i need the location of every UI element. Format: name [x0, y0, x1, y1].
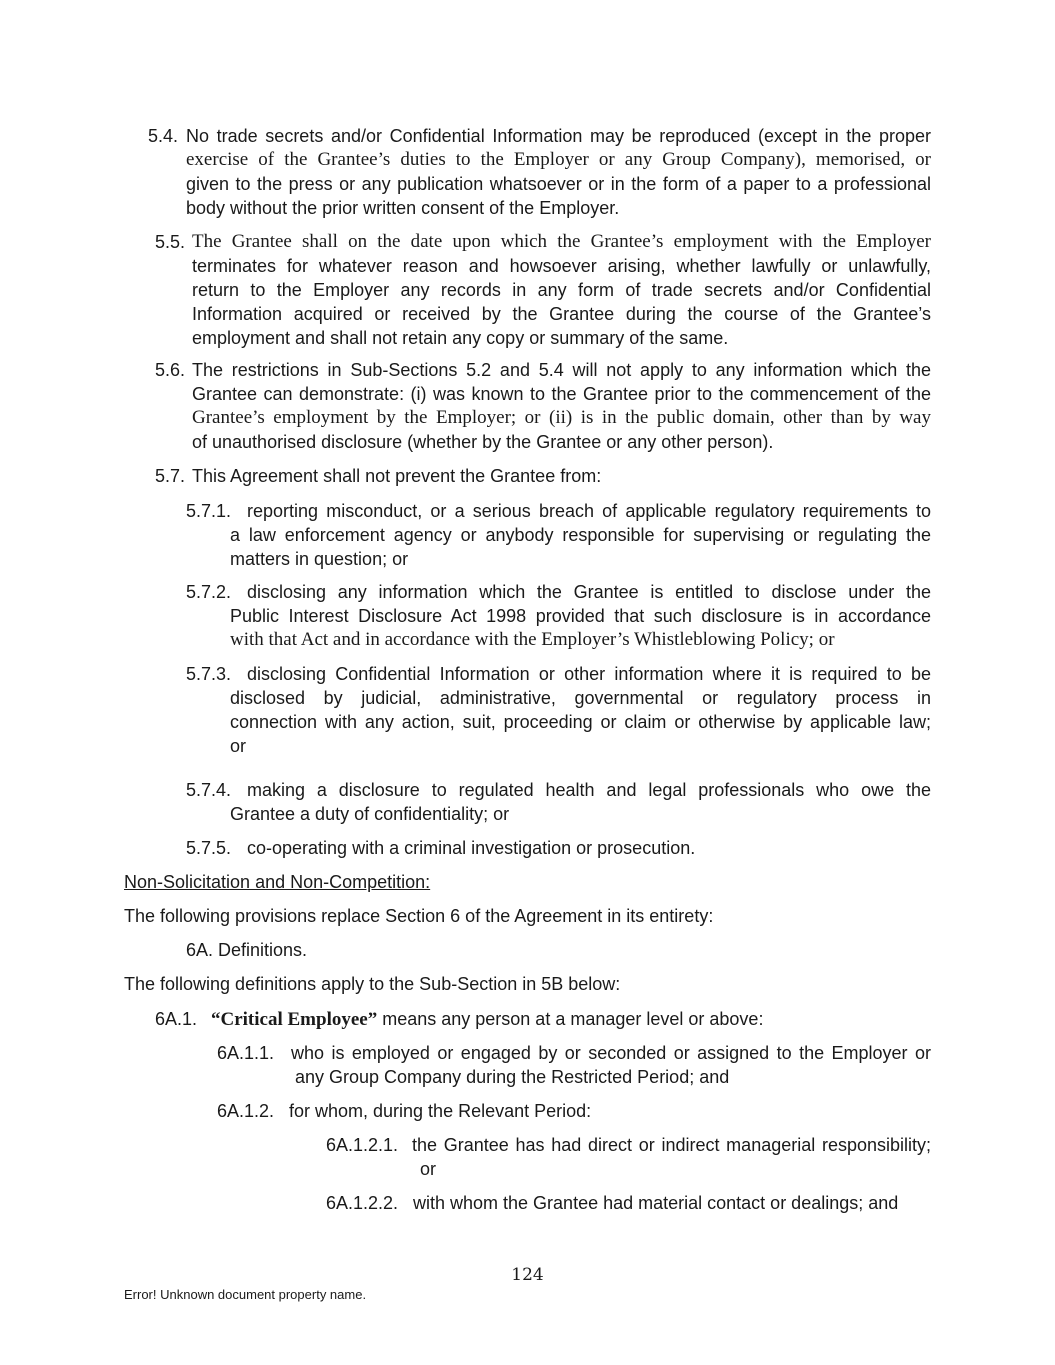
- clause-5-7-4: [186, 778, 931, 826]
- clause-text: The Grantee shall on the date upon which the Grantee’s employment with the Employer terminates for whatever reason and howsoever arising, whether lawfully or unlawfully, return to the Employer any records in any form of trade secrets and/or Confidential Information acquired or received by the Grantee during the course of the Grantee’s employment and shall not retain any copy or summary of the same.: [192, 231, 931, 348]
- clause-number: 5.7.4.: [186, 780, 232, 800]
- clause-text: who is employed or engaged by or seconded or assigned to the Employer or any Group Company during the Restricted Period; and: [291, 1043, 931, 1087]
- clause-text: disclosing Confidential Information or other information where it is required to be disclosed by judicial, administrative, governmental or regulatory process in connection with any action, suit, proceeding or claim or otherwise by applicable law; or: [230, 664, 931, 756]
- clause-6a-1-2-1: [326, 1133, 931, 1181]
- clause-5-7-3: [186, 662, 931, 758]
- clause-5-7-2: [186, 580, 931, 652]
- clause-text: No trade secrets and/or Confidential Information may be reproduced (except in the proper exercise of the Grantee’s duties to the Employer or any Group Company), memorised, or given to the press or any publication whatsoever or in the form of a paper to a professional body without the prior written consent of the Employer.: [186, 126, 931, 218]
- clause-text: “Critical Employee” means any person at a manager level or above:: [211, 1009, 764, 1030]
- clause-5-7-1: [186, 499, 931, 571]
- clause-5-6: [155, 358, 931, 454]
- clause-text: for whom, during the Relevant Period:: [289, 1101, 592, 1121]
- clause-text: The restrictions in Sub-Sections 5.2 and 5.4 will not apply to any information which the Grantee can demonstrate: (i) was known to the Grantee prior to the commencement of the Grantee’s employment by the Employer; or (ii) is in the public domain, other than by way of unauthorised disclosure (whether by the Grantee or any other person).: [192, 360, 931, 452]
- clause-6a-1: [155, 1007, 763, 1032]
- intro-paragraph: The following provisions replace Section 6 of the Agreement in its entirety:: [124, 906, 714, 926]
- clause-text: reporting misconduct, or a serious breach of applicable regulatory requirements to a law enforcement agency or anybody responsible for supervising or regulating the matters in question; or: [230, 501, 931, 569]
- clause-number: 6A.1.2.2.: [326, 1193, 399, 1213]
- clause-number: 5.7.5.: [186, 838, 232, 858]
- footer-text: Error! Unknown document property name.: [124, 1287, 367, 1302]
- clause-text: making a disclosure to regulated health and legal professionals who owe the Grantee a duty of confidentiality; or: [230, 780, 931, 824]
- clause-number: 5.7.3.: [186, 664, 232, 684]
- clause-number: 5.7.2.: [186, 582, 232, 602]
- clause-text: with whom the Grantee had material contact or dealings; and: [413, 1193, 899, 1213]
- defined-term: “Critical Employee”: [211, 1009, 378, 1030]
- definitions-intro: The following definitions apply to the Sub-Section in 5B below:: [124, 974, 621, 994]
- clause-number: 5.7.: [155, 466, 186, 486]
- clause-text: co-operating with a criminal investigation or prosecution.: [247, 838, 696, 858]
- clause-number: 6A.1.: [155, 1009, 198, 1029]
- clause-number: 5.5.: [155, 232, 186, 252]
- clause-5-4: [148, 124, 931, 220]
- clause-text: disclosing any information which the Grantee is entitled to disclose under the Public Interest Disclosure Act 1998 provided that such disclosure is in accordance with that Act and in accordance with the Employer’s Whistleblowing Policy; or: [230, 582, 931, 650]
- clause-number: 5.7.1.: [186, 501, 232, 521]
- definitions-heading: 6A. Definitions.: [186, 940, 308, 960]
- clause-number: 5.4.: [148, 126, 179, 146]
- section-heading: Non-Solicitation and Non-Competition:: [124, 872, 431, 892]
- clause-6a-1-1: [217, 1041, 931, 1089]
- clause-text: This Agreement shall not prevent the Grantee from:: [192, 466, 602, 486]
- clause-6a-1-2-2: [326, 1191, 898, 1215]
- clause-number: 6A.1.2.: [217, 1101, 275, 1121]
- clause-5-7-5: [186, 836, 931, 860]
- clause-5-7: [155, 464, 931, 488]
- clause-5-5: [155, 230, 931, 350]
- clause-text: the Grantee has had direct or indirect managerial responsibility; or: [412, 1135, 931, 1179]
- page-number: 124: [511, 1265, 544, 1285]
- clause-number: 6A.1.2.1.: [326, 1135, 399, 1155]
- clause-number: 6A.1.1.: [217, 1043, 275, 1063]
- clause-6a-1-2: [217, 1099, 591, 1123]
- clause-number: 5.6.: [155, 360, 186, 380]
